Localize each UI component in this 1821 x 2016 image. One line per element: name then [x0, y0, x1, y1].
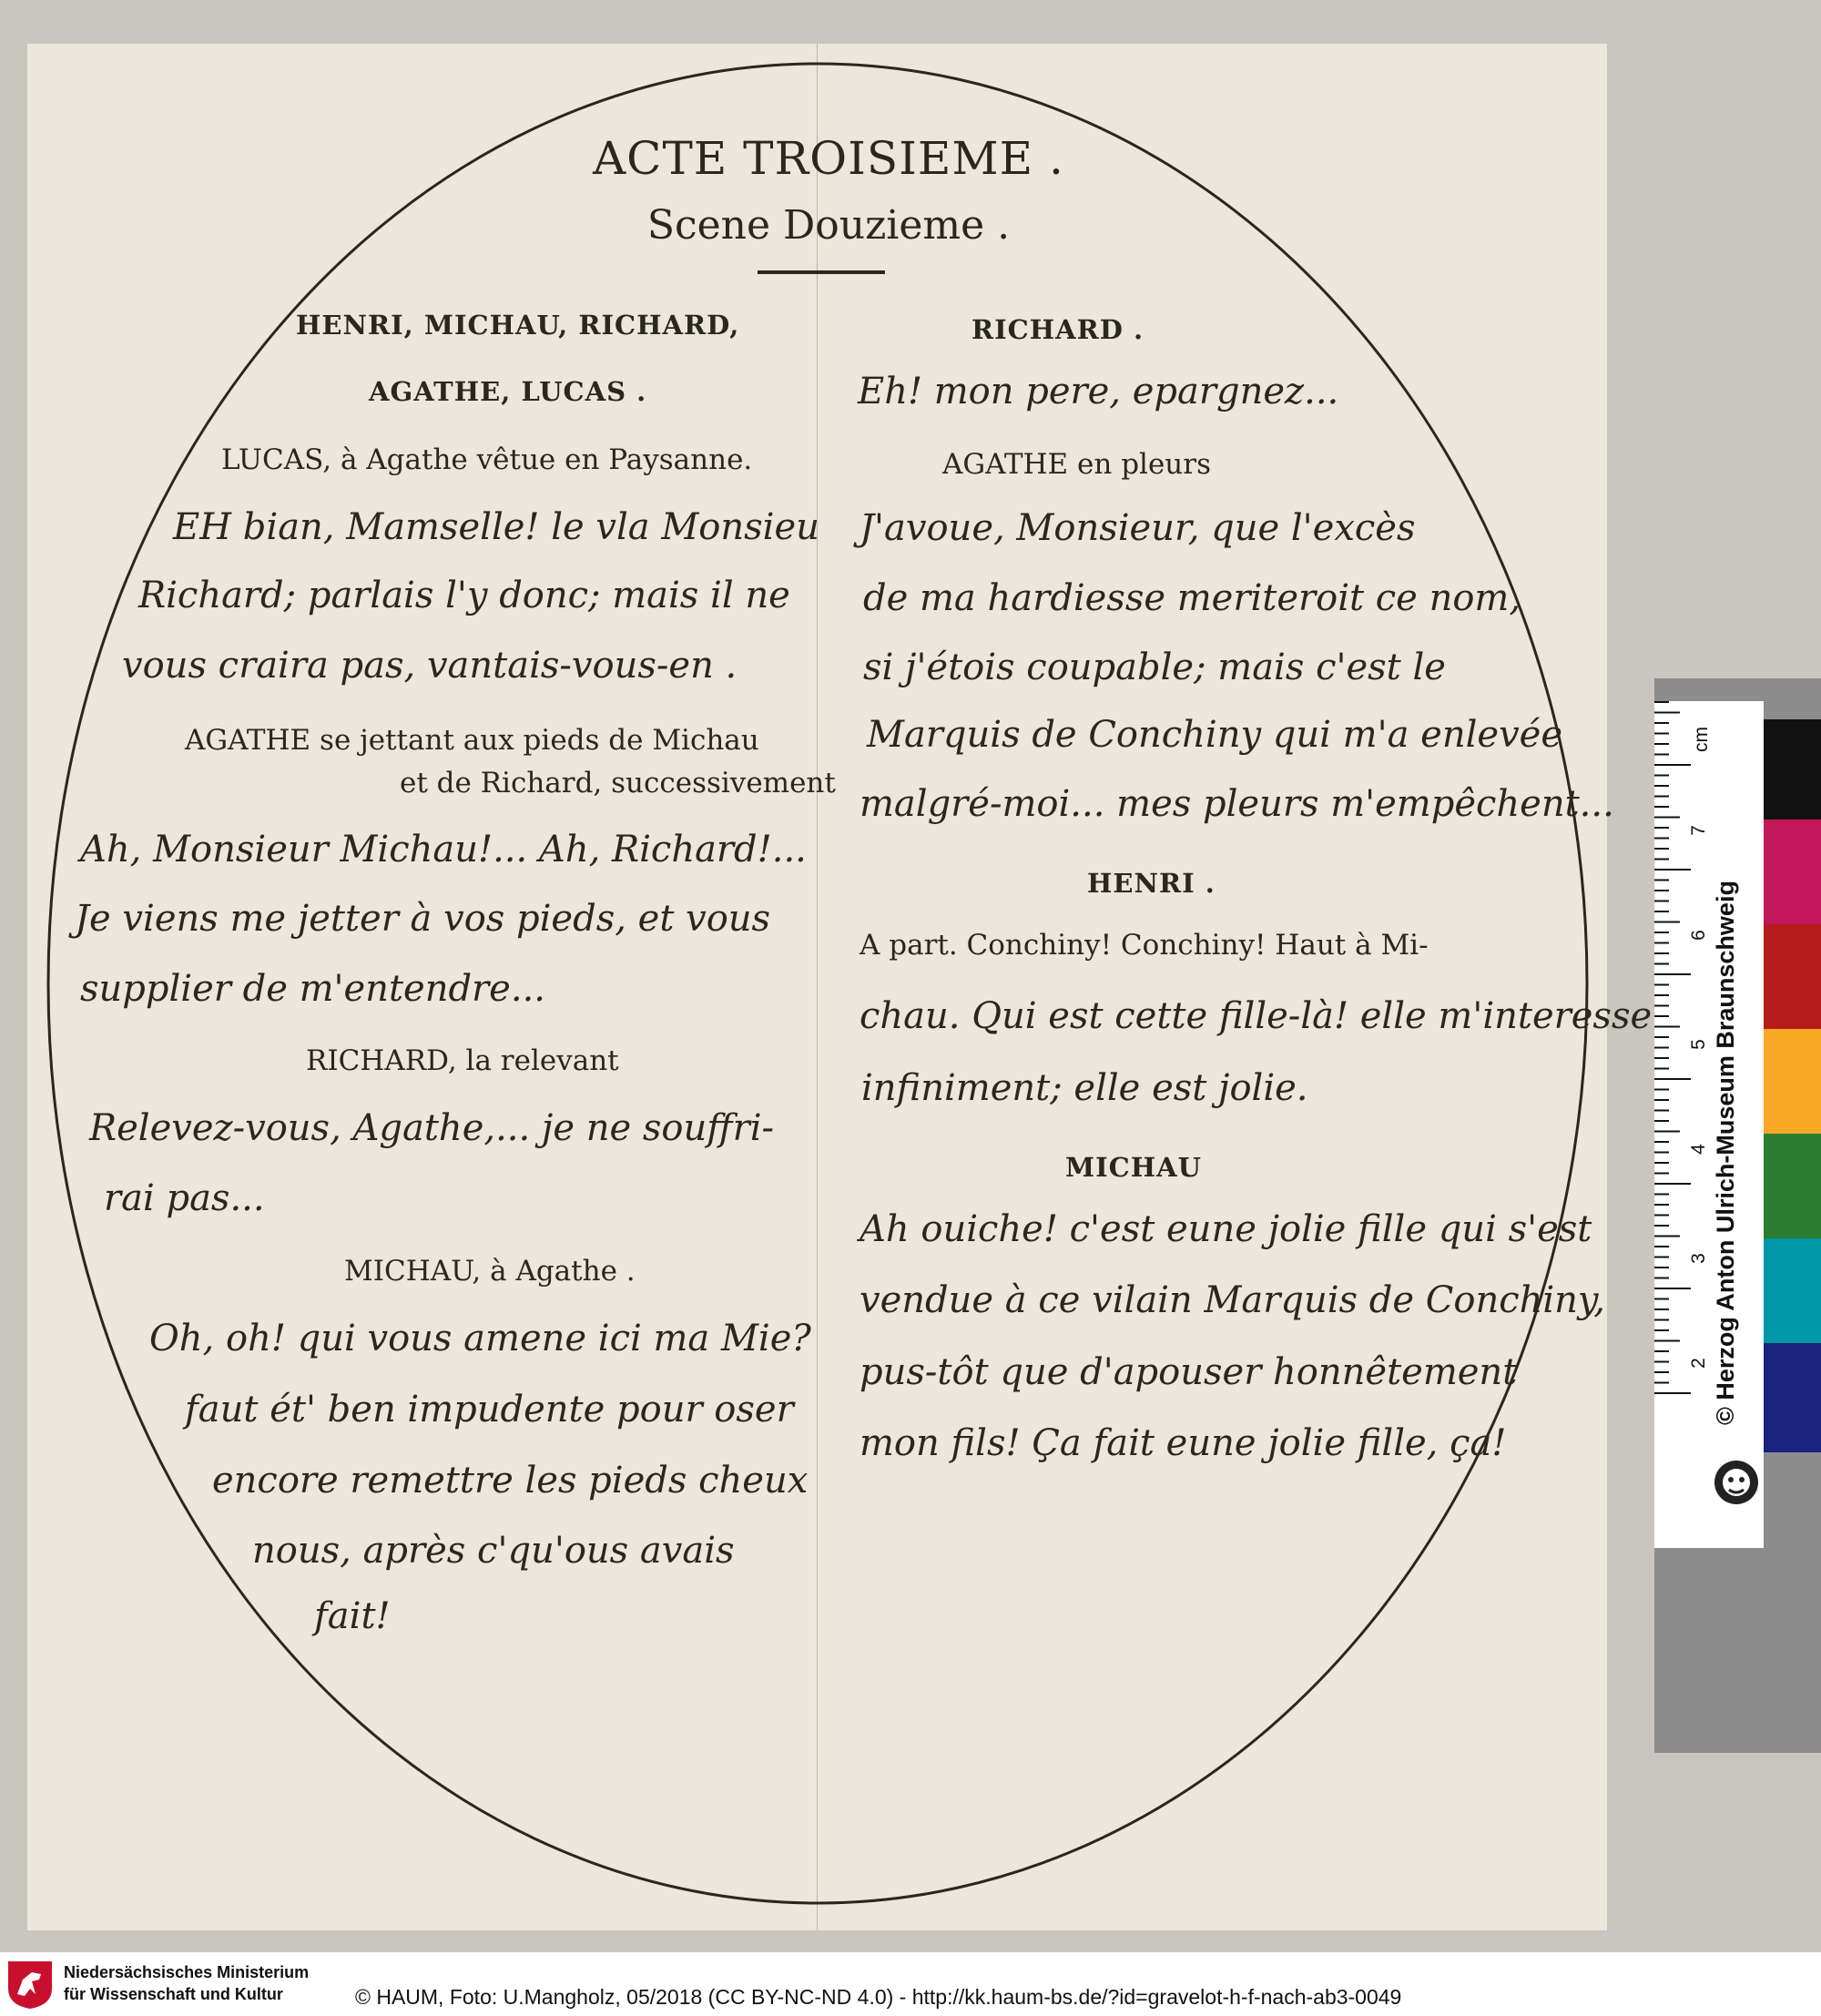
ruler-tick-6: 6: [1687, 930, 1709, 941]
right-line-9: A part. Conchiny! Conchiny! Haut à Mi-: [860, 929, 1429, 962]
left-line-13: rai pas...: [104, 1177, 265, 1219]
right-line-2: AGATHE en pleurs: [942, 448, 1211, 481]
title-rule: [758, 270, 885, 274]
left-line-17: encore remettre les pieds cheux: [212, 1460, 809, 1502]
swatch-magenta: [1764, 820, 1821, 924]
swatch-blue: [1764, 1343, 1821, 1452]
left-line-16: faut ét' ben impudente pour oser: [185, 1389, 794, 1431]
right-line-16: mon fils! Ça fait eune jolie fille, ça!: [860, 1422, 1507, 1464]
ruler-tick-4: 4: [1687, 1144, 1709, 1155]
ruler-tick-5: 5: [1687, 1039, 1709, 1050]
left-line-5: vous craira pas, vantais-vous-en .: [122, 645, 738, 687]
right-line-6: Marquis de Conchiny qui m'a enlevée: [867, 714, 1563, 756]
swatch-yellow: [1764, 1029, 1821, 1134]
left-line-15: Oh, oh! qui vous amene ici ma Mie?: [149, 1318, 811, 1359]
lower-saxony-horse-logo-icon: [5, 1958, 56, 2011]
ministry-name-line1: Niedersächsisches Ministerium: [64, 1963, 310, 1981]
left-line-14: MICHAU, à Agathe .: [344, 1255, 636, 1288]
scene-subtitle: Scene Douzieme .: [646, 202, 1011, 249]
right-line-11: infiniment; elle est jolie.: [861, 1067, 1308, 1109]
swatch-green: [1764, 1134, 1821, 1238]
left-line-19: fait!: [314, 1595, 391, 1637]
left-line-12: Relevez-vous, Agathe,... je ne souffri-: [89, 1107, 775, 1149]
left-line-7: et de Richard, successivement: [400, 767, 836, 799]
left-line-3: EH bian, Mamselle! le vla Monsieu: [173, 506, 819, 548]
ruler-tick-3: 3: [1687, 1253, 1709, 1264]
left-line-6: AGATHE se jettant aux pieds de Michau: [185, 724, 759, 757]
right-line-14: vendue à ce vilain Marquis de Conchiny,: [860, 1279, 1605, 1321]
right-line-15: pus-tôt que d'apouser honnêtement: [860, 1351, 1518, 1393]
right-line-8: HENRI .: [1087, 868, 1216, 899]
ministry-name-line2: für Wissenschaft und Kultur: [64, 1985, 283, 2003]
ruler-tick-7: 7: [1687, 825, 1709, 836]
right-line-0: RICHARD .: [972, 314, 1144, 345]
right-line-5: si j'étois coupable; mais c'est le: [863, 647, 1446, 688]
swatch-red: [1764, 924, 1821, 1029]
left-line-8: Ah, Monsieur Michau!... Ah, Richard!...: [80, 829, 807, 871]
right-line-3: J'avoue, Monsieur, que l'excès: [860, 507, 1416, 549]
right-line-10: chau. Qui est cette fille-là! elle m'interesse: [860, 995, 1653, 1037]
ruler-tick-2: 2: [1687, 1358, 1709, 1369]
act-title: ACTE TROISIEME .: [593, 132, 1064, 185]
photo-credit: © HAUM, Foto: U.Mangholz, 05/2018 (CC BY-NC-ND 4.0) - http://kk.haum-bs.de/?id=gravelot-h-f-nach-ab3-0049: [355, 1985, 1402, 2009]
left-line-9: Je viens me jetter à vos pieds, et vous: [75, 898, 771, 940]
left-line-0: HENRI, MICHAU, RICHARD,: [296, 310, 740, 341]
swatch-cyan: [1764, 1238, 1821, 1343]
left-line-2: LUCAS, à Agathe vêtue en Paysanne.: [221, 443, 753, 476]
ruler-ticks: [1654, 701, 1764, 1457]
ruler-unit-label: cm: [1691, 727, 1712, 752]
right-line-7: malgré-moi... mes pleurs m'empêchent...: [860, 783, 1614, 825]
museum-crest-icon: [1707, 1455, 1766, 1523]
right-line-13: Ah ouiche! c'est eune jolie fille qui s'est: [860, 1208, 1592, 1250]
right-line-12: MICHAU: [1065, 1152, 1202, 1183]
right-line-4: de ma hardiesse meriteroit ce nom,: [863, 577, 1521, 619]
left-line-18: nous, après c'qu'ous avais: [252, 1530, 735, 1572]
left-line-1: AGATHE, LUCAS .: [369, 376, 647, 407]
right-line-1: Eh! mon pere, epargnez...: [858, 371, 1339, 412]
left-line-10: supplier de m'entendre...: [80, 968, 545, 1010]
left-line-4: Richard; parlais l'y donc; mais il ne: [138, 575, 790, 616]
museum-copyright-label: © Herzog Anton Ulrich-Museum Braunschweig: [1712, 881, 1739, 1425]
left-line-11: RICHARD, la relevant: [306, 1044, 619, 1077]
swatch-black: [1764, 719, 1821, 820]
